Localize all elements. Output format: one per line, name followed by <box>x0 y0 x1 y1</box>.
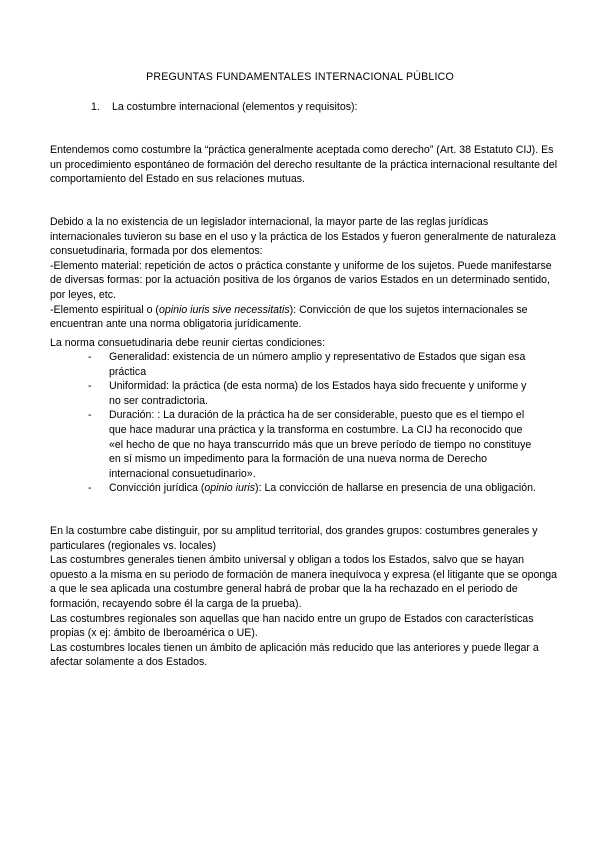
paragraph-line: Las costumbres regionales son aquellas que han nacido entre un grupo de Estados con características propias (x ej: ámbito de Iberoamérica o UE). <box>50 612 534 640</box>
list-dash: - <box>88 351 92 363</box>
list-item: - Generalidad: existencia de un número amplio y representativo de Estados que sigan esa práctica <box>88 351 526 378</box>
list-item: - Duración: : La duración de la práctica ha de ser considerable, puesto que es el tiempo el que hace madurar una práctica y la transforma en costumbre. La CIJ ha reconocido que «el hecho de que no haya transcurrido más que un breve período de tiempo no constituye en sí mismo un impedimento para la formación de una nueva norma de Derecho internacional consuetudinario». <box>88 409 532 480</box>
spiritual-element: -Elemento espiritual o (opinio iuris sive necessitatis): Convicción de que los sujetos internacionales se encuentran ante una norma obligatoria jurídicamente. <box>50 303 528 331</box>
paragraph-line: Las costumbres locales tienen un ámbito de aplicación más reducido que las anteriores y puede llegar a afectar solamente a dos Estados. <box>50 641 539 669</box>
document-title: PREGUNTAS FUNDAMENTALES INTERNACIONAL PÚBLICO <box>146 71 454 83</box>
list-item: - Convicción jurídica (opinio iuris): La convicción de hallarse en presencia de una obligación. <box>88 482 536 495</box>
definition-text: Entendemos como costumbre la “práctica generalmente aceptada como derecho” (Art. 38 Estatuto CIJ). Es un procedimiento espontáneo de formación del derecho resultante de la práctica internacional resultante del comportamiento del Estado en sus relaciones mutuas. <box>50 144 558 186</box>
opinio-iuris-phrase: opinio iuris sive necessitatis <box>158 303 290 316</box>
definition-paragraph <box>50 143 560 187</box>
material-element: -Elemento material: repetición de actos o práctica constante y uniforme de los sujetos. Puede manifestarse de diversas formas: por la actuación positiva de los órganos de varios Estados en un determinado sentido, por leyes, etc. <box>50 259 552 301</box>
conditions-intro: La norma consuetudinaria debe reunir ciertas condiciones: <box>50 337 326 349</box>
opinio-iuris-phrase: opinio iuris <box>204 482 256 495</box>
paragraph-line: En la costumbre cabe distinguir, por su amplitud territorial, dos grandes grupos: costumbres generales y particulares (regionales vs. locales) <box>50 525 538 552</box>
elements-intro: Debido a la no existencia de un legislador internacional, la mayor parte de las reglas jurídicas internacionales tuvieron su base en el uso y la práctica de los Estados y fueron generalmente de naturaleza consuetudinaria, formada por dos elementos: <box>50 216 556 258</box>
question-heading <box>91 100 358 115</box>
paragraph-line: Las costumbres generales tienen ámbito universal y obligan a todos los Estados, salvo que se hayan opuesto a la misma en su periodo de formación de manera inequívoca y expresa (el litigante que se oponga a que le sea aplicada una costumbre general habrá de probar que la ha rechazado en el periodo de formación, recayendo sobre él la carga de la prueba). <box>50 554 558 610</box>
question-number: 1. <box>91 101 100 113</box>
list-dash: - <box>88 482 92 495</box>
list-dash: - <box>88 380 92 393</box>
conditions-list <box>88 350 538 496</box>
list-item: - Uniformidad: la práctica (de esta norma) de los Estados haya sido frecuente y uniforme y no ser contradictoria. <box>88 380 527 407</box>
territorial-paragraph <box>50 524 560 670</box>
question-text: La costumbre internacional (elementos y requisitos): <box>111 101 358 113</box>
list-dash: - <box>88 409 92 422</box>
elements-paragraph <box>50 215 560 332</box>
